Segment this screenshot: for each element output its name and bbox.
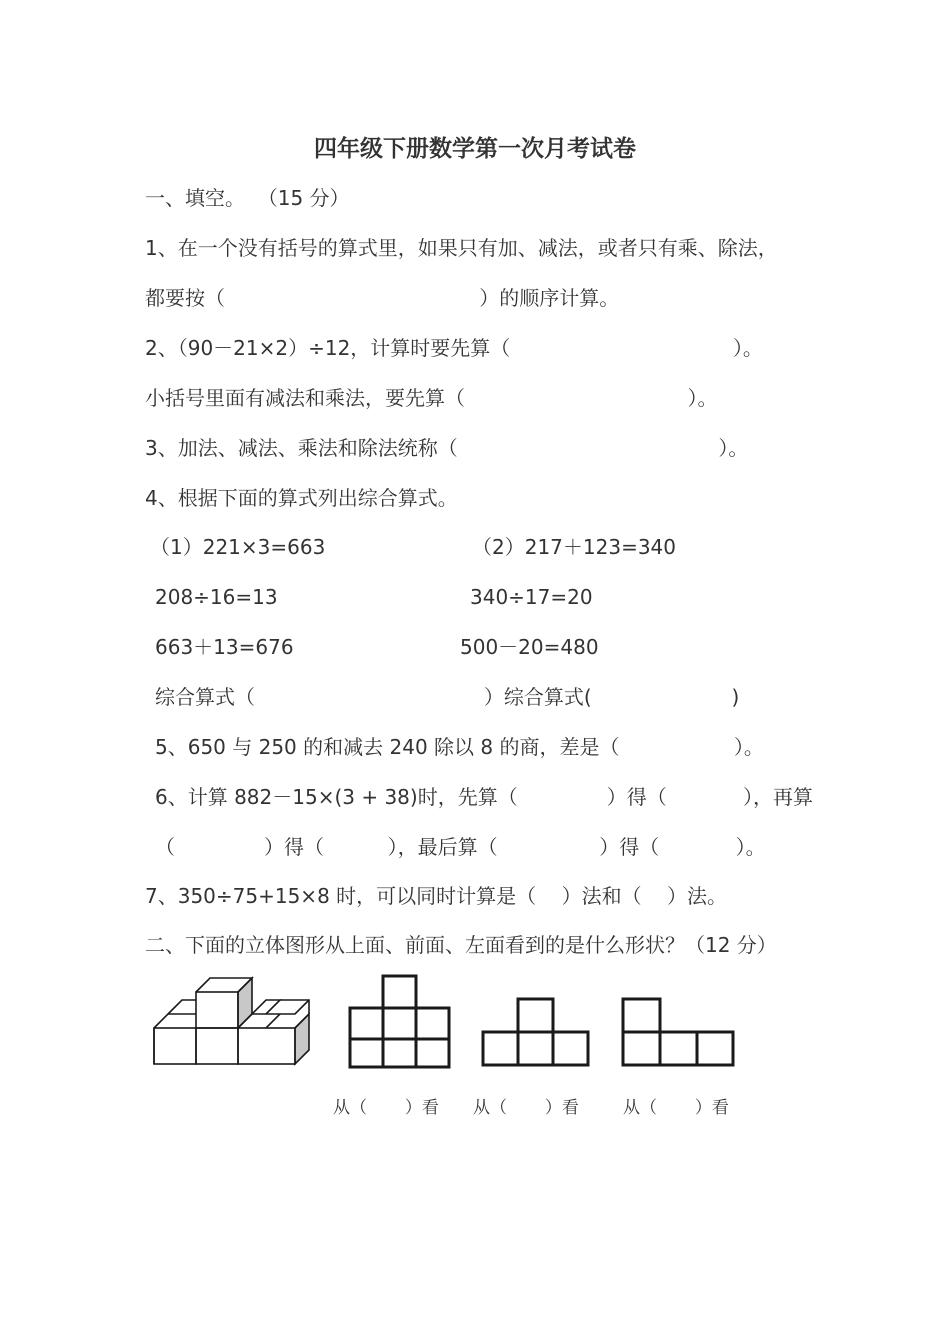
question-5: 5、650 与 250 的和减去 240 除以 8 的商，差是（ ）。 — [155, 735, 764, 759]
question-6-line-2: （ ）得（ ），最后算（ ）得（ ）。 — [155, 835, 766, 859]
question-6-line-1: 6、计算 882－15×(3 + 38)时，先算（ ）得（ ），再算 — [155, 785, 814, 809]
view-shape-3 — [618, 995, 738, 1070]
q4-right-equation-2: 340÷17=20 — [470, 585, 593, 609]
section2-heading: 二、下面的立体图形从上面、前面、左面看到的是什么形状？（12 分） — [145, 933, 777, 957]
q4-left-equation-2: 208÷16=13 — [155, 585, 278, 609]
q4-answer-line: 综合算式（ ）综合算式( ) — [155, 685, 740, 709]
view-caption-3: 从（ ）看 — [623, 1098, 729, 1118]
view-caption-1: 从（ ）看 — [333, 1098, 439, 1118]
q4-right-equation-1: （2）217＋123=340 — [472, 535, 677, 559]
q4-left-equation-3: 663＋13=676 — [155, 635, 294, 659]
q4-left-equation-1: （1）221×3=663 — [150, 535, 326, 559]
section1-heading: 一、填空。 （15 分） — [145, 186, 350, 210]
question-1-line-2: 都要按（ ）的顺序计算。 — [145, 286, 620, 310]
question-7: 7、350÷75+15×8 时，可以同时计算是（ ）法和（ ）法。 — [145, 884, 728, 908]
question-3: 3、加法、减法、乘法和除法统称（ ）。 — [145, 436, 749, 460]
cube-solid-figure — [150, 970, 315, 1070]
question-1-line-1: 1、在一个没有括号的算式里，如果只有加、减法，或者只有乘、除法， — [145, 236, 778, 260]
page-title: 四年级下册数学第一次月考试卷 — [314, 135, 636, 162]
view-shape-1 — [345, 972, 455, 1072]
question-2-line-1: 2、（90－21×2）÷12，计算时要先算（ ）。 — [145, 336, 763, 360]
question-2-line-2: 小括号里面有减法和乘法，要先算（ ）。 — [145, 386, 718, 410]
view-shape-2 — [478, 995, 593, 1070]
view-caption-2: 从（ ）看 — [473, 1098, 579, 1118]
q4-right-equation-3: 500－20=480 — [460, 635, 599, 659]
question-4: 4、根据下面的算式列出综合算式。 — [145, 486, 458, 510]
